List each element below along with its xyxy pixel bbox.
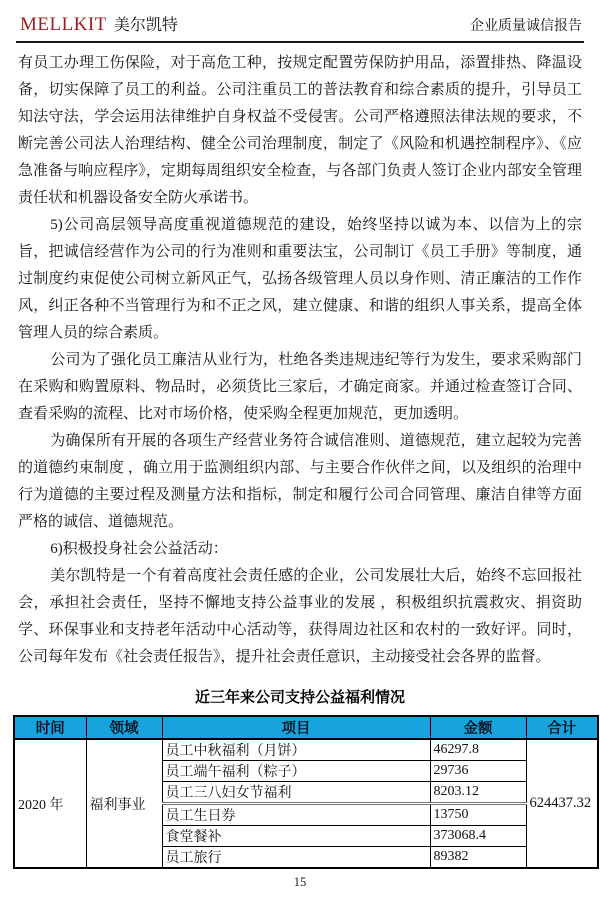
amount-cell: 89382 <box>430 847 526 869</box>
amount-cell: 13750 <box>430 804 526 826</box>
document-title: 企业质量诚信报告 <box>470 19 582 34</box>
welfare-table <box>13 715 599 869</box>
header-divider <box>16 41 584 43</box>
total-cell: 624437.32 <box>526 739 598 868</box>
column-header-time: 时间 <box>14 716 86 739</box>
brand-name-chinese: 美尔凯特 <box>113 17 178 34</box>
amount-cell: 29736 <box>430 761 526 782</box>
column-header-amount: 金额 <box>430 716 526 739</box>
table-row <box>14 739 598 761</box>
column-header-domain: 领域 <box>86 716 162 739</box>
company-brand <box>20 12 178 36</box>
year-cell: 2020 年 <box>14 739 86 868</box>
domain-cell: 福利事业 <box>86 739 162 868</box>
page-header <box>0 0 600 36</box>
paragraph: 为确保所有开展的各项生产经营业务符合诚信准则、道德规范，建立起较为完善的道德约束制度 ，确立用于监测组织内部、与主要合作伙伴之间，以及组织的治理中行为道德的主要过程及测量方法和指标，制定和履行公司合同管理、廉洁自律等方面严格的诚信、道德规范。 <box>18 433 582 530</box>
item-cell: 员工端午福利（粽子） <box>162 761 430 782</box>
amount-cell: 8203.12 <box>430 782 526 804</box>
item-cell: 食堂餐补 <box>162 826 430 847</box>
item-cell: 员工中秋福利（月饼） <box>162 739 430 761</box>
table-title: 近三年来公司支持公益福利情况 <box>194 690 405 706</box>
paragraph: 公司为了强化员工廉洁从业行为，杜绝各类违规违纪等行为发生，要求采购部门在采购和购置原料、物品时，必须货比三家后，才确定商家。并通过检查签订合同、查看采购的流程、比对市场价格，使采购全程更加规范，更加透明。 <box>18 352 582 422</box>
column-header-total: 合计 <box>526 716 598 739</box>
body-text <box>18 50 582 671</box>
item-cell: 员工生日券 <box>162 804 430 826</box>
paragraph: 5)公司高层领导高度重视道德规范的建设，始终坚持以诚为本、以信为上的宗旨，把诚信经营作为公司的行为准则和重要法宝，公司制订《员工手册》等制度，通过制度约束促使公司树立新风正气，弘扬各级管理人员以身作则、清正廉洁的工作作风，纠正各种不当管理行为和不正之风，建立健康、和谐的组织人事关系，提高全体管理人员的综合素质。 <box>18 217 582 341</box>
table-header-row <box>14 716 598 739</box>
item-cell: 员工三八妇女节福利 <box>162 782 430 804</box>
amount-cell: 46297.8 <box>430 739 526 761</box>
paragraph: 美尔凯特是一个有着高度社会责任感的企业，公司发展壮大后，始终不忘回报社会，承担社会责任，坚持不懈地支持公益事业的发展 ，积极组织抗震救灾、捐资助学、环保事业和支持老年活动中心活动等，获得周边社区和农村的一致好评。同时，公司每年发布《社会责任报告》，提升社会责任意识，主动接受社会各界的监督。 <box>18 568 582 665</box>
paragraph: 6)积极投身社会公益活动： <box>50 541 228 557</box>
amount-cell: 373068.4 <box>430 826 526 847</box>
brand-logo-text: MELLKIT <box>20 14 107 35</box>
column-header-item: 项目 <box>162 716 430 739</box>
page-number: 15 <box>293 875 307 889</box>
item-cell: 员工旅行 <box>162 847 430 869</box>
paragraph: 有员工办理工伤保险，对于高危工种，按规定配置劳保防护用品，添置排热、降温设备，切实保障了员工的利益。公司注重员工的普法教育和综合素质的提升，引导员工知法守法，学会运用法律维护自身权益不受侵害。公司严格遵照法律法规的要求，不断完善公司法人治理结构、健全公司治理制度，制定了《风险和机遇控制程序》、《应急准备与响应程序》，定期每周组织安全检查，与各部门负责人签订企业内部安全管理责任状和机器设备安全防火承诺书。 <box>18 55 582 206</box>
